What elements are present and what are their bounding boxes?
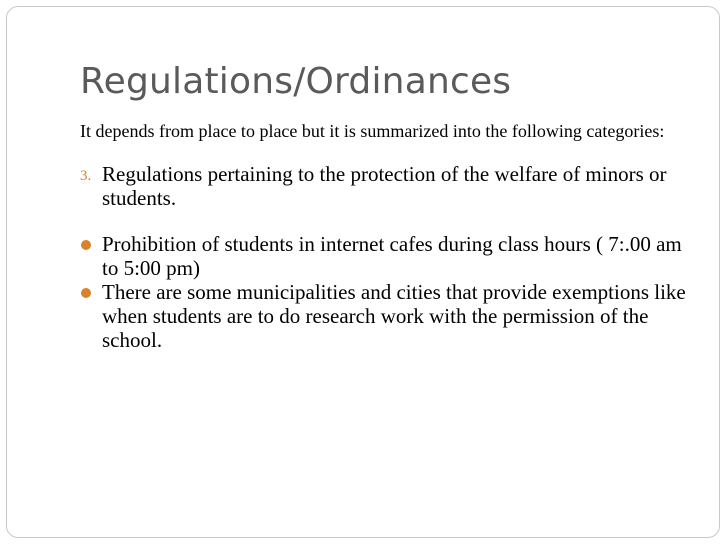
slide-body: [80, 120, 690, 352]
numbered-item-text: Regulations pertaining to the protection of the welfare of minors or students.: [102, 162, 667, 210]
list-number: 3.: [80, 168, 92, 184]
bullet-item-prohibition: [80, 232, 690, 280]
intro-paragraph: It depends from place to place but it is summarized into the following categories:: [80, 121, 665, 141]
bullet-dot-icon: [81, 240, 91, 250]
bullet-dot-icon: [81, 288, 91, 298]
bullet-item-text: There are some municipalities and cities that provide exemptions like when students are to do research work with the permission of the school.: [102, 280, 686, 352]
bullet-item-exemptions: [80, 280, 690, 352]
bullet-item-text: Prohibition of students in internet cafes during class hours ( 7:.00 am to 5:00 pm): [102, 232, 682, 280]
slide-title: Regulations/Ordinances: [80, 61, 512, 102]
numbered-list-item: [80, 162, 690, 210]
